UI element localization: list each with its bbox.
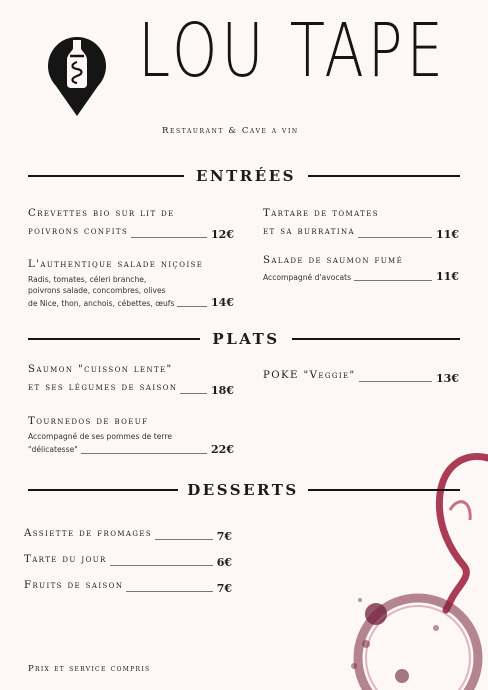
dotted-leader [177, 306, 207, 307]
section-rule [28, 175, 184, 177]
item-name: Tartare de tomates [263, 208, 379, 219]
item-name: Assiette de fromages [24, 528, 153, 539]
item-price: 14€ [211, 296, 234, 309]
item-name: L'authentique salade niçoise [28, 259, 204, 270]
item-price: 11€ [436, 270, 459, 283]
item-price: 12€ [211, 228, 234, 241]
item-name: poivrons confits [28, 226, 129, 237]
item-name: Tournedos de boeuf [28, 416, 149, 427]
restaurant-name: LOU TAPE [138, 8, 447, 94]
item-price: 7€ [216, 530, 232, 543]
section-rule [292, 338, 460, 340]
wine-bottle-pin-icon [46, 32, 108, 118]
section-title-plats: PLATS [212, 330, 280, 348]
item-name: Tarte du jour [24, 554, 107, 565]
item-name: Salade de saumon fumé [263, 255, 404, 266]
dotted-leader [81, 453, 207, 454]
section-title-entrees: ENTRÉES [196, 167, 296, 185]
section-rule [28, 338, 200, 340]
item-description: "délicatesse" [28, 445, 78, 454]
menu-item [24, 551, 232, 569]
menu-item [263, 367, 459, 385]
item-name: et sa burratina [263, 226, 355, 237]
menu-item [24, 577, 232, 595]
dotted-leader [358, 237, 432, 238]
menu-item [263, 252, 459, 283]
footer-note: Prix et service compris [28, 664, 151, 674]
menu-item [263, 205, 459, 241]
item-name: Fruits de saison [24, 580, 124, 591]
item-price: 7€ [216, 582, 232, 595]
menu-item [28, 413, 234, 456]
section-rule [308, 175, 460, 177]
item-name: Crevettes bio sur lit de [28, 208, 175, 219]
menu-item [28, 205, 234, 241]
item-name: et ses légumes de saison [28, 382, 178, 393]
item-price: 11€ [436, 228, 459, 241]
dotted-leader [155, 539, 213, 540]
item-price: 13€ [436, 372, 459, 385]
dotted-leader [126, 591, 212, 592]
item-description: Accompagné de ses pommes de terre [28, 432, 173, 441]
item-description: Accompagné d'avocats [263, 272, 352, 282]
section-rule [28, 489, 178, 491]
menu-item [28, 256, 234, 309]
dotted-leader [354, 280, 432, 281]
dotted-leader [131, 237, 207, 238]
item-description: Radis, tomates, céleri branche, [28, 275, 147, 284]
dotted-leader [359, 381, 432, 382]
dotted-leader [180, 393, 207, 394]
item-name: Saumon "cuisson lente" [28, 364, 173, 375]
item-name: POKE "Veggie" [263, 370, 356, 381]
menu-item [24, 525, 232, 543]
wine-stain-decoration [340, 448, 488, 690]
section-rule [308, 489, 460, 491]
section-title-desserts: DESSERTS [187, 481, 299, 499]
item-price: 18€ [211, 384, 234, 397]
dotted-leader [110, 565, 213, 566]
item-description: poivrons salade, concombres, olives [28, 285, 166, 295]
item-description: de Nice, thon, anchois, cébettes, œufs [28, 298, 175, 308]
item-price: 22€ [211, 442, 234, 456]
restaurant-tagline: Restaurant & Cave a vin [162, 126, 299, 136]
menu-item [28, 361, 234, 397]
item-price: 6€ [216, 556, 232, 569]
